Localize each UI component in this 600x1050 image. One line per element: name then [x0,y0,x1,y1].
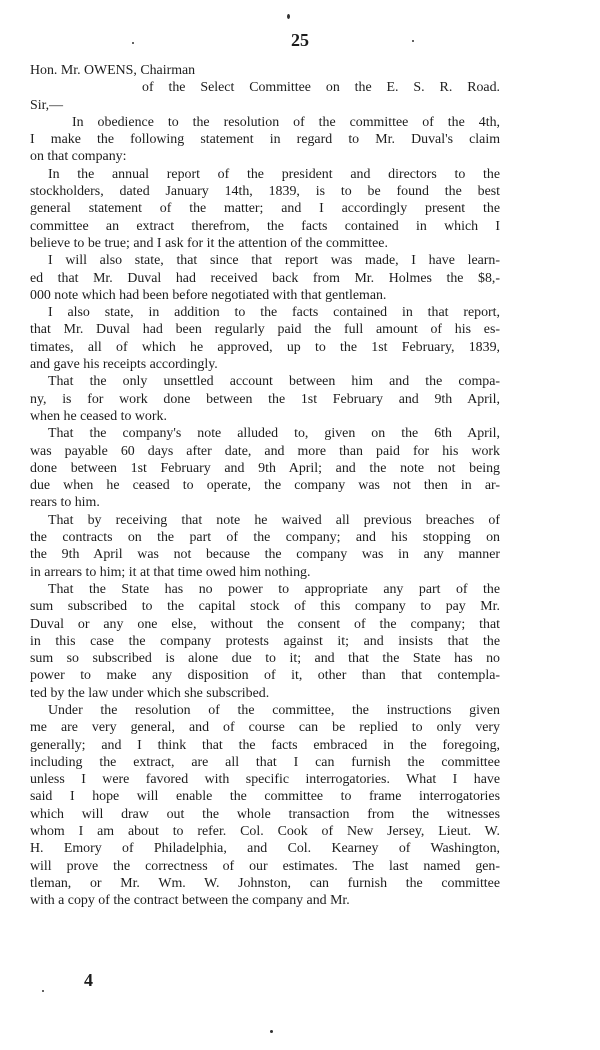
letter-body [30,62,500,910]
paragraph [30,373,500,425]
text-line: believe to be true; and I ask for it the attention of the committee. [30,235,388,251]
print-speck [270,1030,273,1033]
text-line: H. Emory of Philadelphia, and Col. Kearney of Washington, [30,841,500,857]
text-line: due when he ceased to operate, the company was not then in ar- [30,478,500,494]
text-line: the contracts on the part of the company; and his stopping on [30,530,500,546]
paragraph [30,304,500,373]
text-line: the 9th April was not because the company was in any manner [30,547,500,563]
paragraph [30,425,500,511]
text-line: power to make any disposition of it, other than that contempla- [30,668,500,684]
text-line: on that company: [30,149,127,165]
text-line: ed that Mr. Duval had received back from Mr. Holmes the $8,- [30,270,500,286]
text-line: In obedience to the resolution of the committee of the 4th, [72,114,500,130]
text-line: In the annual report of the president and directors to the [48,166,500,182]
paragraph [30,581,500,702]
print-speck [287,14,290,19]
text-line: ted by the law under which she subscribed. [30,685,270,701]
text-line: 000 note which had been before negotiated with that gentleman. [30,287,387,303]
text-line: and gave his receipts accordingly. [30,357,218,373]
salutation: Sir,— [30,97,64,113]
text-line: Duval or any one else, without the consent of the company; that [30,616,500,632]
text-line: unless I were favored with specific interrogatories. What I have [30,772,500,788]
text-line: I also state, in addition to the facts contained in that report, [48,305,500,321]
print-speck [412,40,414,42]
paragraph [30,114,500,166]
text-line: ny, is for work done between the 1st February and 9th April, [30,391,500,407]
text-line: in arrears to him; it at that time owed him nothing. [30,564,311,580]
paragraphs [30,114,500,910]
text-line: generally; and I think that the facts embraced in the foregoing, [30,737,500,753]
paragraph [30,702,500,910]
text-line: said I hope will enable the committee to frame interrogatories [30,789,500,805]
paragraph [30,166,500,252]
text-line: sum so subscribed is alone due to it; and that the State has no [30,651,500,667]
text-line: general statement of the matter; and I accordingly present the [30,201,500,217]
text-line: including the extract, are all that I can furnish the committee [30,754,500,770]
address-line-1: Hon. Mr. OWENS, Chairman [30,63,196,78]
text-line: in this case the company protests against it; and insists that the [30,633,500,649]
text-line: will prove the correctness of our estimates. The last named gen- [30,858,500,874]
text-line: I will also state, that since that report was made, I have learn- [48,253,500,269]
text-line: when he ceased to work. [30,408,167,424]
print-speck [42,990,44,992]
text-line: with a copy of the contract between the company and Mr. [30,893,350,909]
print-speck [132,42,134,44]
text-line: whom I am about to refer. Col. Cook of New Jersey, Lieut. W. [30,824,500,840]
address-line-2: of the Select Committee on the E. S. R. Road. [142,80,500,96]
text-line: was payable 60 days after date, and more than paid for his work [30,443,500,459]
paragraph [30,252,500,304]
text-line: committee an extract therefrom, the facts contained in which I [30,218,500,234]
text-line: That by receiving that note he waived all previous breaches of [48,512,500,528]
signature-mark: 4 [84,970,93,990]
text-line: stockholders, dated January 14th, 1839, is to be found the best [30,184,500,200]
text-line: That the only unsettled account between him and the compa- [48,374,500,390]
text-line: that Mr. Duval had been regularly paid the full amount of his es- [30,322,500,338]
text-line: Under the resolution of the committee, the instructions given [48,702,500,718]
page-number: 25 [291,30,309,50]
text-line: which will draw out the whole transaction from the witnesses [30,806,500,822]
text-line: That the State has no power to appropriate any part of the [48,581,500,597]
text-line: I make the following statement in regard to Mr. Duval's claim [30,132,500,148]
text-line: That the company's note alluded to, given on the 6th April, [48,426,500,442]
paragraph [30,512,500,581]
text-line: sum subscribed to the capital stock of this company to pay Mr. [30,599,500,615]
text-line: tleman, or Mr. Wm. W. Johnston, can furnish the committee [30,875,500,891]
text-line: me are very general, and of course can be replied to only very [30,720,500,736]
text-line: done between 1st February and 9th April; and the note not being [30,460,500,476]
text-line: timates, all of which he approved, up to the 1st February, 1839, [30,339,500,355]
text-line: rears to him. [30,495,100,511]
